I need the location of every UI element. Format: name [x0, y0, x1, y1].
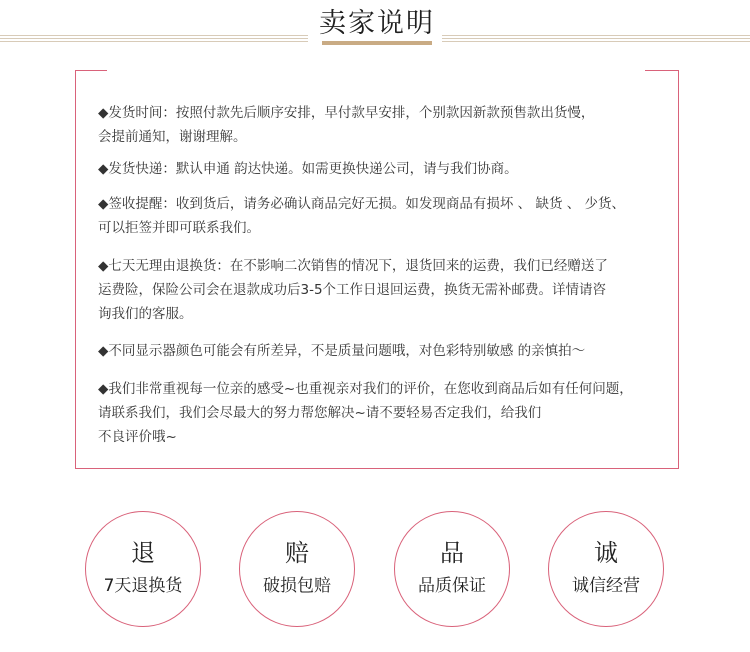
page-title: 卖家说明	[319, 8, 435, 39]
badge-char: 诚	[594, 539, 618, 567]
badge-char: 退	[131, 539, 155, 567]
note-line: ◆我们非常重视每一位亲的感受~也重视亲对我们的评价，在您收到商品后如有任何问题，	[98, 381, 633, 397]
note-line: 请联系我们，我们会尽最大的努力帮您解决~请不要轻易否定我们，给我们	[98, 405, 542, 421]
note-line: 可以拒签并即可联系我们。	[98, 220, 260, 236]
badge-integrity	[548, 511, 664, 627]
badge-char: 赔	[285, 539, 309, 567]
badge-label: 品质保证	[418, 576, 486, 596]
note-signing	[98, 192, 625, 240]
note-line: 运费险，保险公司会在退款成功后3-5个工作日退回运费，换货无需补邮费。详情请咨	[98, 282, 607, 298]
frame-corner-left	[75, 70, 107, 71]
badge-char: 品	[440, 539, 464, 567]
note-line: ◆不同显示器颜色可能会有所差异，不是质量问题哦，对色彩特别敏感 的亲慎拍～	[98, 343, 586, 359]
header-stripe-left	[0, 35, 308, 44]
note-line: 不良评价哦~	[98, 429, 177, 445]
note-line: ◆发货时间：按照付款先后顺序安排，早付款早安排，个别款因新款预售款出货慢，	[98, 105, 595, 121]
note-line: 会提前通知，谢谢理解。	[98, 129, 247, 145]
badge-quality	[394, 511, 510, 627]
header-stripe-right	[442, 35, 750, 44]
note-line: ◆七天无理由退换货：在不影响二次销售的情况下，退货回来的运费，我们已经赠送了	[98, 258, 608, 274]
note-color	[98, 339, 585, 363]
note-line: ◆发货快递：默认申通 韵达快递。如需更换快递公司，请与我们协商。	[98, 161, 518, 177]
badge-label: 7天退换货	[103, 576, 183, 596]
title-underline	[322, 41, 432, 45]
header	[0, 0, 750, 60]
note-line: 询我们的客服。	[98, 306, 193, 322]
note-line: ◆签收提醒：收到货后，请务必确认商品完好无损。如发现商品有损坏 、 缺货 、 少货、	[98, 196, 626, 212]
note-feedback	[98, 377, 633, 449]
note-shipping-time	[98, 101, 594, 149]
note-courier	[98, 157, 518, 181]
note-returns	[98, 254, 608, 326]
frame-corner-right	[645, 70, 679, 71]
badge-label: 诚信经营	[572, 576, 640, 596]
badge-compensation	[239, 511, 355, 627]
badge-label: 破损包赔	[263, 576, 331, 596]
badge-return	[85, 511, 201, 627]
